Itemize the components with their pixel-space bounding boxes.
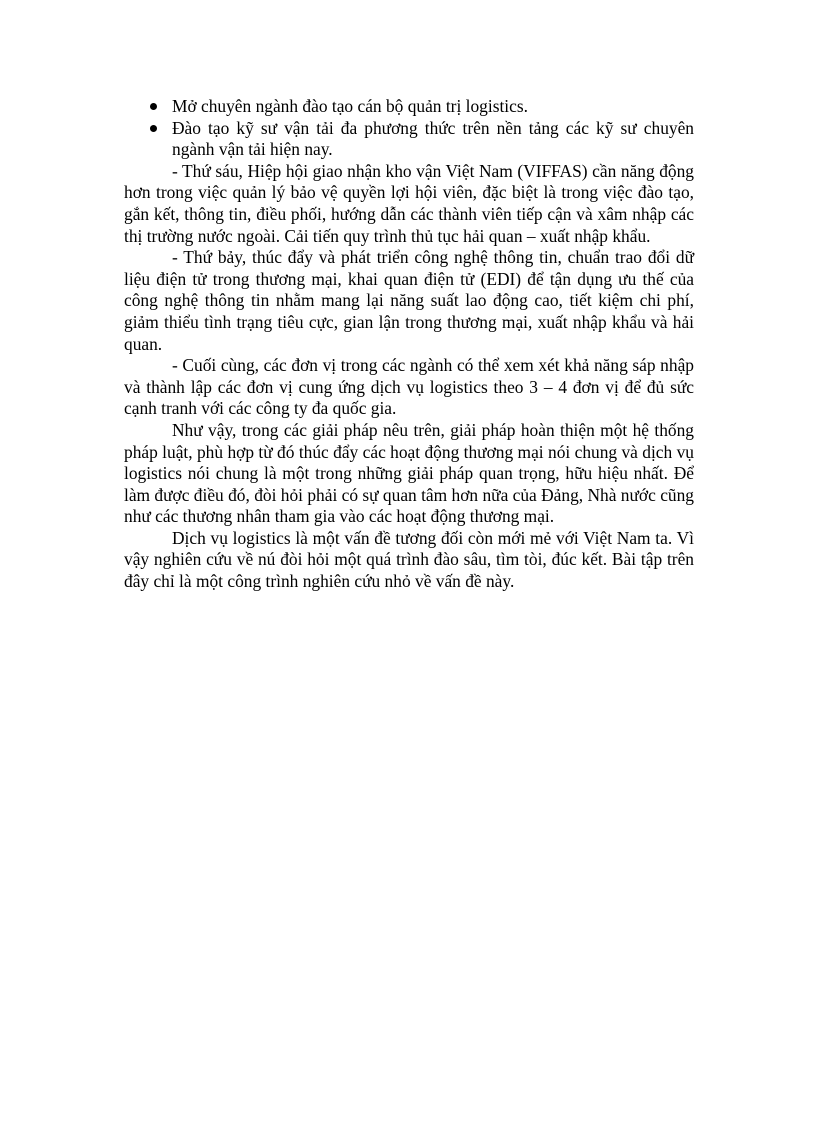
bullet-text: Đào tạo kỹ sư vận tải đa phương thức trên nền tảng các kỹ sư chuyên ngành vận tải hiện nay. <box>172 117 694 160</box>
bullet-dot-icon <box>150 103 157 110</box>
paragraph-thu-sau: - Thứ sáu, Hiệp hội giao nhận kho vận Việt Nam (VIFFAS) cần năng động hơn trong việc quản lý bảo vệ quyền lợi hội viên, đặc biệt là trong việc đào tạo, gắn kết, thông tin, điều phối, hướng dẫn các thành viên tiếp cận và xâm nhập các thị trường nước ngoài. Cải tiến quy trình thủ tục hải quan – xuất nhập khẩu. <box>124 160 694 246</box>
paragraph-conclusion: Dịch vụ logistics là một vấn đề tương đối còn mới mẻ với Việt Nam ta. Vì vậy nghiên cứu về nú đòi hỏi một quá trình đào sâu, tìm tòi, đúc kết. Bài tập trên đây chỉ là một công trình nghiên cứu nhỏ về vấn đề này. <box>124 527 694 592</box>
paragraph-thu-bay: - Thứ bảy, thúc đẩy và phát triển công nghệ thông tin, chuẩn trao đổi dữ liệu điện tử trong thương mại, khai quan điện tử (EDI) để tận dụng ưu thế của công nghệ thông tin nhằm mang lại năng suất lao động cao, tiết kiệm chi phí, giảm thiểu tình trạng tiêu cực, gian lận trong thương mại, xuất nhập khẩu và hải quan. <box>124 247 694 354</box>
bullet-dot-icon <box>150 125 157 132</box>
document-page <box>124 96 694 593</box>
paragraph-cuoi-cung: - Cuối cùng, các đơn vị trong các ngành có thể xem xét khả năng sáp nhập và thành lập các đơn vị cung ứng dịch vụ logistics theo 3 – 4 đơn vị để đủ sức cạnh tranh với các công ty đa quốc gia. <box>124 355 694 419</box>
paragraph-nhu-vay: Như vậy, trong các giải pháp nêu trên, giải pháp hoàn thiện một hệ thống pháp luật, phù hợp từ đó thúc đẩy các hoạt động thương mại nói chung và dịch vụ logistics nói chung là một trong những giải pháp quan trọng, hữu hiệu nhất. Để làm được điều đó, đòi hỏi phải có sự quan tâm hơn nữa của Đảng, Nhà nước cũng như các thương nhân tham gia vào các hoạt động thương mại. <box>124 419 694 527</box>
bullet-item <box>124 96 694 118</box>
bullet-list <box>124 96 694 161</box>
bullet-item <box>124 118 694 161</box>
bullet-text: Mở chuyên ngành đào tạo cán bộ quản trị logistics. <box>172 96 528 116</box>
